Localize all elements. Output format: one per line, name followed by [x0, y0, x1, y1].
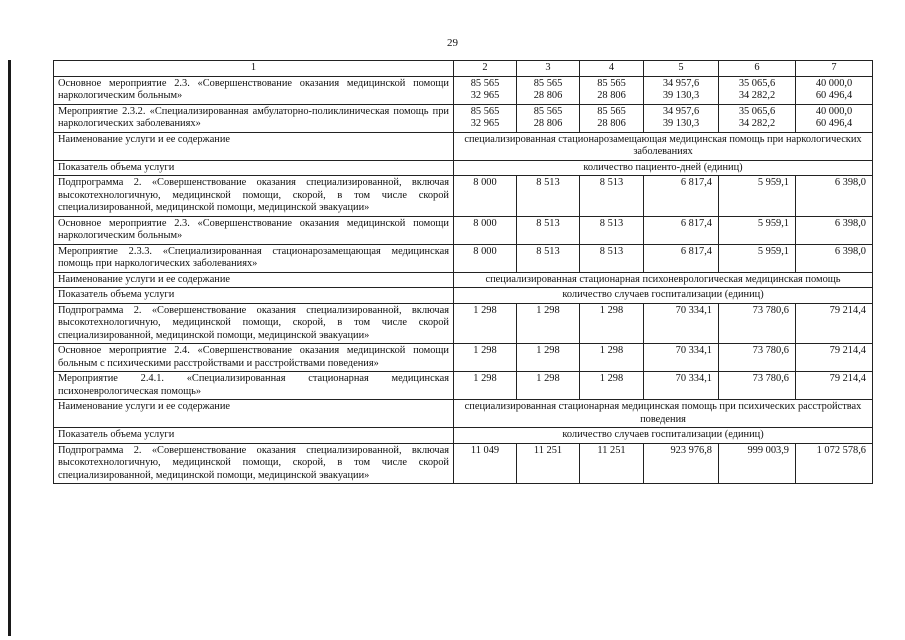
value-line: 39 130,3 — [662, 118, 700, 129]
value-cell — [796, 244, 873, 272]
service-description: специализированная стационарозамещающая медицинская помощь при наркологических заболеваниях — [454, 132, 873, 160]
value-line: 1 298 — [473, 304, 497, 316]
value-cell — [454, 176, 517, 217]
value-line: 1 298 — [473, 345, 497, 356]
value-line: 40 000,0 — [815, 77, 853, 89]
value-line: 60 496,4 — [815, 118, 853, 129]
value-cell — [454, 372, 517, 400]
column-number: 5 — [644, 61, 719, 77]
value-line: 79 214,4 — [829, 345, 866, 356]
value-cell — [580, 303, 644, 344]
value-cell — [644, 344, 719, 372]
value-line: 32 965 — [470, 90, 500, 101]
value-line: 40 000,0 — [815, 105, 853, 117]
value-line: 85 565 — [533, 77, 563, 89]
value-line: 28 806 — [533, 90, 563, 101]
value-line: 6 398,0 — [834, 217, 866, 229]
value-line: 85 565 — [470, 77, 500, 89]
value-cell — [719, 303, 796, 344]
row-label: Показатель объема услуги — [54, 160, 454, 176]
value-line: 1 298 — [536, 373, 560, 384]
value-cell — [454, 303, 517, 344]
row-label: Мероприятие 2.3.3. «Специализированная стационарозамещающая медицинская помощь при наркологических заболеваниях» — [54, 244, 454, 272]
service-description: количество случаев госпитализации (единиц) — [454, 428, 873, 444]
value-cell — [796, 344, 873, 372]
value-cell — [517, 344, 580, 372]
value-cell — [796, 104, 873, 132]
value-cell — [580, 104, 644, 132]
value-line: 1 298 — [599, 304, 624, 316]
column-number: 2 — [454, 61, 517, 77]
value-line: 8 513 — [536, 217, 560, 229]
value-line: 11 251 — [533, 444, 563, 456]
table-row — [54, 244, 873, 272]
value-line: 8 513 — [599, 217, 624, 229]
service-info-row — [54, 428, 873, 444]
value-cell — [644, 216, 719, 244]
row-label: Наименование услуги и ее содержание — [54, 400, 454, 428]
service-description: специализированная стационарная психоневрологическая медицинская помощь — [454, 272, 873, 288]
value-cell — [454, 76, 517, 104]
value-line: 34 282,2 — [738, 118, 776, 129]
value-line: 28 806 — [597, 90, 626, 101]
value-cell — [517, 176, 580, 217]
value-cell — [517, 372, 580, 400]
row-label: Основное мероприятие 2.4. «Совершенствование оказания медицинской помощи больным с психическими расстройствами и расстройствами поведения» — [54, 344, 454, 372]
value-cell — [580, 244, 644, 272]
value-line: 8 513 — [599, 245, 624, 257]
service-info-row — [54, 132, 873, 160]
value-line: 1 298 — [599, 373, 624, 384]
value-line: 6 817,4 — [680, 217, 712, 229]
value-cell — [517, 104, 580, 132]
value-cell — [580, 372, 644, 400]
value-line: 8 000 — [473, 177, 497, 188]
column-number: 6 — [719, 61, 796, 77]
value-line: 60 496,4 — [815, 90, 853, 101]
service-description: количество пациенто-дней (единиц) — [454, 160, 873, 176]
value-cell — [644, 303, 719, 344]
value-cell — [517, 443, 580, 484]
value-cell — [644, 176, 719, 217]
value-line: 6 398,0 — [834, 177, 866, 188]
table-row — [54, 104, 873, 132]
value-cell — [796, 443, 873, 484]
value-cell — [580, 344, 644, 372]
value-cell — [719, 176, 796, 217]
value-cell — [796, 216, 873, 244]
value-cell — [719, 104, 796, 132]
value-line: 5 959,1 — [757, 177, 789, 188]
value-cell — [796, 303, 873, 344]
row-label: Наименование услуги и ее содержание — [54, 272, 454, 288]
value-cell — [796, 76, 873, 104]
value-cell — [517, 216, 580, 244]
service-description: специализированная стационарная медицинская помощь при психических расстройствах поведения — [454, 400, 873, 428]
value-cell — [719, 372, 796, 400]
value-line: 6 398,0 — [834, 245, 866, 257]
row-label: Подпрограмма 2. «Совершенствование оказания специализированной, включая высокотехнологичную, медицинской помощи, скорой, в том числе скорой специализированной, медицинской помощи, медицинской эвакуации» — [54, 303, 454, 344]
value-line: 34 282,2 — [738, 90, 776, 101]
value-cell — [644, 443, 719, 484]
value-line: 85 565 — [470, 105, 500, 117]
column-number: 1 — [54, 61, 454, 77]
value-line: 8 513 — [536, 177, 560, 188]
value-line: 28 806 — [597, 118, 626, 129]
value-cell — [454, 104, 517, 132]
row-label: Основное мероприятие 2.3. «Совершенствование оказания медицинской помощи наркологическим больным» — [54, 76, 454, 104]
table-row — [54, 216, 873, 244]
value-line: 39 130,3 — [662, 90, 700, 101]
row-label: Показатель объема услуги — [54, 288, 454, 304]
value-line: 1 298 — [473, 373, 497, 384]
value-line: 8 513 — [536, 245, 560, 257]
value-cell — [796, 176, 873, 217]
value-line: 79 214,4 — [829, 304, 866, 316]
service-info-row — [54, 272, 873, 288]
value-line: 34 957,6 — [662, 105, 700, 117]
value-line: 85 565 — [597, 105, 626, 117]
value-cell — [644, 104, 719, 132]
value-line: 35 065,6 — [738, 105, 776, 117]
budget-table — [53, 60, 873, 484]
service-info-row — [54, 400, 873, 428]
table-row — [54, 76, 873, 104]
value-line: 1 298 — [536, 345, 560, 356]
value-cell — [517, 76, 580, 104]
value-line: 32 965 — [470, 118, 500, 129]
column-number: 7 — [796, 61, 873, 77]
service-info-row — [54, 160, 873, 176]
value-cell — [644, 244, 719, 272]
value-line: 70 334,1 — [675, 345, 712, 356]
value-line: 85 565 — [533, 105, 563, 117]
table-row — [54, 344, 873, 372]
page-number: 29 — [447, 37, 458, 49]
value-line: 85 565 — [597, 77, 626, 89]
value-cell — [517, 303, 580, 344]
value-cell — [644, 76, 719, 104]
row-label: Мероприятие 2.4.1. «Специализированная стационарная медицинская психоневрологическая помощь» — [54, 372, 454, 400]
value-cell — [454, 244, 517, 272]
value-cell — [580, 216, 644, 244]
value-cell — [580, 176, 644, 217]
value-line: 1 298 — [536, 304, 560, 316]
value-line: 923 976,8 — [670, 444, 712, 456]
value-cell — [719, 216, 796, 244]
row-label: Подпрограмма 2. «Совершенствование оказания специализированной, включая высокотехнологичную, медицинской помощи, скорой, в том числе скорой специализированной, медицинской помощи, медицинской эвакуации» — [54, 443, 454, 484]
page-edge-mark — [8, 60, 11, 636]
column-number-header — [54, 61, 873, 77]
value-line: 34 957,6 — [662, 77, 700, 89]
column-number: 4 — [580, 61, 644, 77]
table-row — [54, 176, 873, 217]
row-label: Подпрограмма 2. «Совершенствование оказания специализированной, включая высокотехнологичную, медицинской помощи, скорой, в том числе скорой специализированной, медицинской помощи, медицинской эвакуации» — [54, 176, 454, 217]
value-cell — [454, 344, 517, 372]
value-line: 11 049 — [470, 444, 500, 456]
value-cell — [719, 443, 796, 484]
value-line: 6 817,4 — [680, 177, 712, 188]
value-line: 28 806 — [533, 118, 563, 129]
value-cell — [719, 244, 796, 272]
value-line: 8 513 — [599, 177, 624, 188]
service-info-row — [54, 288, 873, 304]
table-row — [54, 303, 873, 344]
row-label: Основное мероприятие 2.3. «Совершенствование оказания медицинской помощи наркологическим больным» — [54, 216, 454, 244]
value-line: 6 817,4 — [680, 245, 712, 257]
value-line: 5 959,1 — [757, 217, 789, 229]
value-cell — [454, 216, 517, 244]
value-line: 8 000 — [473, 217, 497, 229]
value-line: 35 065,6 — [738, 77, 776, 89]
row-label: Показатель объема услуги — [54, 428, 454, 444]
value-cell — [454, 443, 517, 484]
value-cell — [644, 372, 719, 400]
value-line: 73 780,6 — [752, 304, 789, 316]
value-line: 11 251 — [597, 444, 626, 456]
table-row — [54, 372, 873, 400]
value-line: 73 780,6 — [752, 345, 789, 356]
value-line: 8 000 — [473, 245, 497, 257]
value-cell — [517, 244, 580, 272]
value-cell — [719, 344, 796, 372]
value-cell — [719, 76, 796, 104]
row-label: Мероприятие 2.3.2. «Специализированная амбулаторно-поликлиническая помощь при наркологических заболеваниях» — [54, 104, 454, 132]
value-cell — [580, 443, 644, 484]
value-line: 70 334,1 — [675, 373, 712, 384]
value-line: 79 214,4 — [829, 373, 866, 384]
value-line: 1 072 578,6 — [816, 444, 866, 456]
value-line: 73 780,6 — [752, 373, 789, 384]
value-cell — [580, 76, 644, 104]
column-number: 3 — [517, 61, 580, 77]
service-description: количество случаев госпитализации (единиц) — [454, 288, 873, 304]
value-cell — [796, 372, 873, 400]
value-line: 1 298 — [599, 345, 624, 356]
table-row — [54, 443, 873, 484]
row-label: Наименование услуги и ее содержание — [54, 132, 454, 160]
value-line: 70 334,1 — [675, 304, 712, 316]
value-line: 5 959,1 — [757, 245, 789, 257]
value-line: 999 003,9 — [747, 444, 789, 456]
